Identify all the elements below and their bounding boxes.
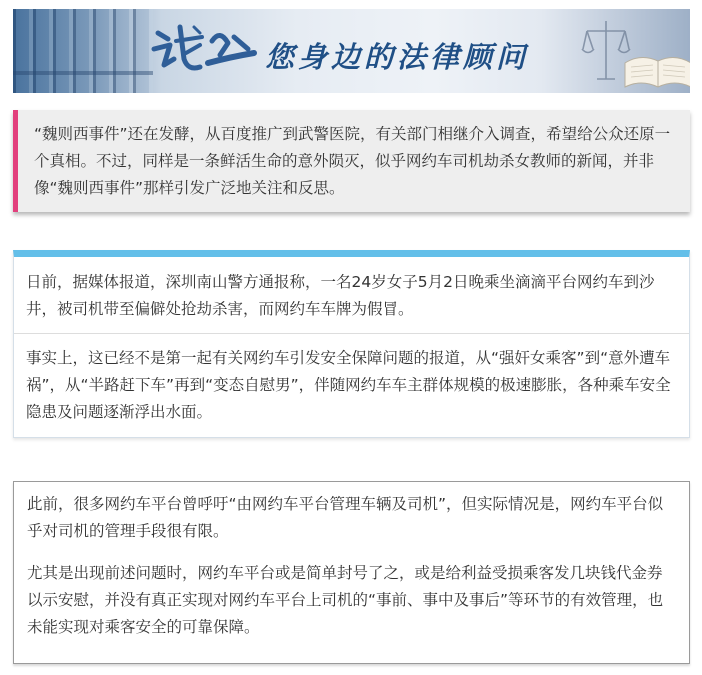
calligraphy-logo-icon	[150, 19, 260, 83]
analysis-paragraph-2: 尤其是出现前述问题时，网约车平台或是简单封号了之，或是给利益受损乘客发几块钱代金券以示安慰，并没有真正实现对网约车平台上司机的“事前、事中及事后”等环节的有效管理，也未能实现对乘客安全的可靠保障。	[27, 564, 664, 636]
intro-text: “魏则西事件”还在发酵，从百度推广到武警医院，有关部门相继介入调查，希望给公众还原一个真相。不过，同样是一条鲜活生命的意外陨灭，似乎网约车司机劫杀女教师的新闻，并非像“魏则西事件”那样引发广泛地关注和反思。	[34, 125, 671, 197]
analysis-paragraph-1: 此前，很多网约车平台曾呼吁“由网约车平台管理车辆及司机”，但实际情况是，网约车平台似乎对司机的管理手段很有限。	[27, 495, 664, 540]
news-paragraph-1: 日前，据媒体报道，深圳南山警方通报称，一名24岁女子5月2日晚乘坐滴滴平台网约车到沙井，被司机带至偏僻处抢劫杀害，而网约车车牌为假冒。	[26, 273, 655, 318]
bookshelf-divider	[13, 71, 153, 75]
analysis-box	[13, 481, 690, 664]
bookshelf-icon	[13, 9, 153, 93]
news-report-box	[13, 250, 690, 438]
news-divider	[14, 333, 689, 334]
news-paragraph-2: 事实上，这已经不是第一起有关网约车引发安全保障问题的报道，从“强奸女乘客”到“意外遭车祸”，从“半路赶下车”再到“变态自慰男”，伴随网约车车主群体规模的极速膨胀，各种乘车安全隐患及问题逐渐浮出水面。	[26, 349, 671, 421]
banner-slogan: 您身边的法律顾问	[265, 40, 530, 74]
open-book-icon	[623, 39, 690, 93]
header-banner	[13, 9, 690, 93]
intro-quote-box	[13, 110, 690, 212]
